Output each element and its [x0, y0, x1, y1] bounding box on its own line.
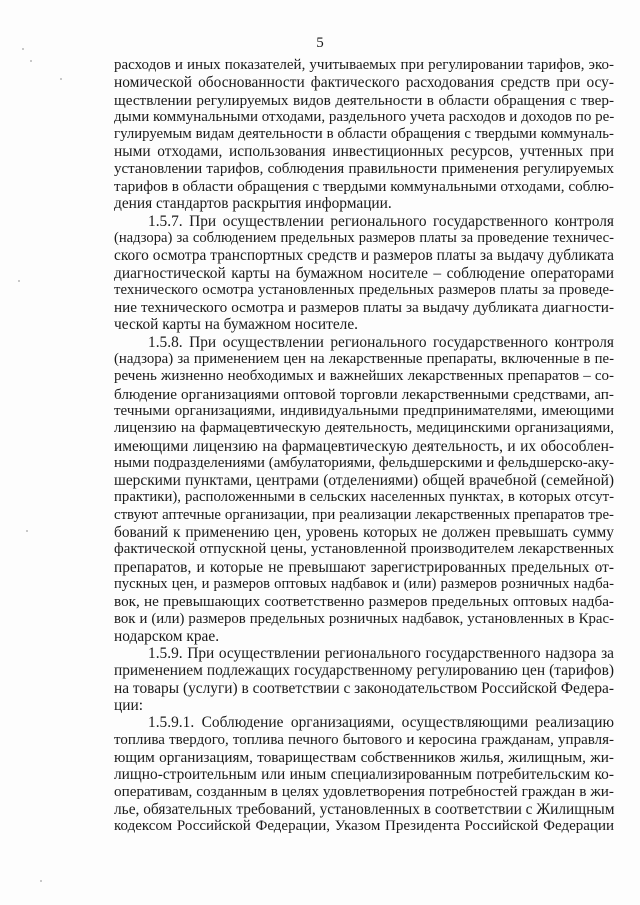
text-line: ными подразделениями (амбулаториями, фельдшерскими и фельдшерско-аку-: [114, 454, 614, 471]
text-line: имеющими лицензию на фармацевтическую деятельность, и их обособлен-: [114, 437, 614, 455]
scan-speck: [40, 880, 42, 882]
text-line: гулируемым видам деятельности в области обращения с твердыми коммуналь-: [114, 126, 614, 143]
text-line: ческой карты на бумажном носителе.: [114, 316, 359, 334]
text-line: пускных цен, и размеров оптовых надбавок и (или) размеров розничных надба-: [114, 575, 614, 592]
text-line: тарифов в области обращения с твердыми коммунальными отходами, соблю-: [114, 178, 614, 196]
scan-speck: [30, 60, 32, 62]
text-line: (надзора) за применением цен на лекарственные препараты, включенные в пе-: [114, 351, 614, 368]
text-line: лицензию на фармацевтическую деятельность, медицинскими организациями,: [114, 420, 614, 437]
text-line: технического осмотра установленных предельных размеров платы за проведе-: [114, 281, 614, 298]
text-line: установлении тарифов, соблюдения правильности применения регулируемых: [114, 160, 614, 177]
scan-speck: [60, 78, 62, 80]
text-line: ние технического осмотра и размеров платы за выдачу дубликата диагности-: [114, 299, 614, 317]
text-line: вок, не превышающих соответственно размеров предельных оптовых надба-: [114, 593, 614, 611]
text-line: фактической отпускной цены, установленной производителем лекарственных: [114, 541, 614, 558]
text-line: кодексом Российской Федерации, Указом Президента Российской Федерации: [114, 818, 614, 835]
paragraph-1-5-9-1-start: 1.5.9.1. Соблюдение организациями, осуществляющими реализацию: [148, 714, 614, 732]
scan-speck: [18, 280, 20, 282]
text-line: препаратов, и которые не превышают зарегистрированных предельных от-: [114, 558, 614, 576]
text-line: (надзора) за соблюдением предельных размеров платы за проведение техничес-: [114, 229, 614, 246]
text-line: течными организациями, индивидуальными предпринимателями, имеющими: [114, 402, 614, 419]
text-line: на товары (услуги) в соответствии с законодательством Российской Федера-: [114, 679, 614, 697]
page-number: 5: [316, 35, 324, 51]
text-line: лье, обязательных требований, установленных в соответствии с Жилищным: [114, 800, 615, 818]
text-line: ющим организациям, товариществам собственников жилья, жилищным, жи-: [114, 748, 614, 766]
text-line: шерскими пунктами, центрами (отделениями) общей врачебной (семейной): [114, 472, 614, 490]
body-text: [114, 57, 614, 835]
text-line: ными отходами, использования инвестиционных ресурсов, учтенных при: [114, 143, 614, 161]
text-line: вок и (или) размеров предельных розничных надбавок, установленных в Крас-: [114, 610, 614, 627]
text-line: нодарском крае.: [114, 627, 220, 645]
text-line: дения стандартов раскрытия информации.: [114, 195, 392, 213]
text-line: ции:: [114, 696, 143, 714]
text-line: блюдение организациями оптовой торговли лекарственными средствами, ап-: [114, 385, 614, 403]
text-line: диагностической карты на бумажном носителе – соблюдение операторами: [114, 264, 614, 282]
text-line: применением подлежащих государственному регулированию цен (тарифов): [114, 662, 614, 680]
text-line: практики), расположенными в сельских населенных пунктах, в которых отсут-: [114, 489, 614, 506]
paragraph-1-5-7-start: 1.5.7. При осуществлении регионального государственного контроля: [148, 212, 614, 230]
text-line: ществлении регулируемых видов деятельности в области обращения с твер-: [114, 91, 614, 109]
text-line: топлива твердого, топлива печного бытового и керосина гражданам, управля-: [114, 731, 614, 748]
text-line: ского осмотра транспортных средств и размеров платы за выдачу дубликата: [114, 247, 614, 265]
text-line: бований к применению цен, уровень которых не должен превышать сумму: [114, 524, 614, 542]
scan-speck: [26, 530, 28, 532]
text-line: дыми коммунальными отходами, раздельного учета расходов и доходов по ре-: [114, 108, 615, 125]
text-line: ствуют аптечные организации, при реализации лекарственных препаратов тре-: [114, 506, 614, 523]
scan-speck: [22, 48, 24, 50]
text-line: номической обоснованности фактического расходования средств при осу-: [114, 74, 614, 92]
paragraph-1-5-8-start: 1.5.8. При осуществлении регионального государственного контроля: [148, 333, 614, 351]
text-line: расходов и иных показателей, учитываемых при регулировании тарифов, эко-: [114, 57, 614, 73]
paragraph-1-5-9-start: 1.5.9. При осуществлении регионального государственного надзора за: [148, 645, 614, 663]
text-line: оперативам, созданным в целях удовлетворения потребностей граждан в жи-: [114, 783, 614, 801]
text-line: речень жизненно необходимых и важнейших лекарственных препаратов – со-: [114, 368, 614, 385]
text-line: лищно-строительным или иным специализированным потребительским ко-: [114, 766, 614, 784]
